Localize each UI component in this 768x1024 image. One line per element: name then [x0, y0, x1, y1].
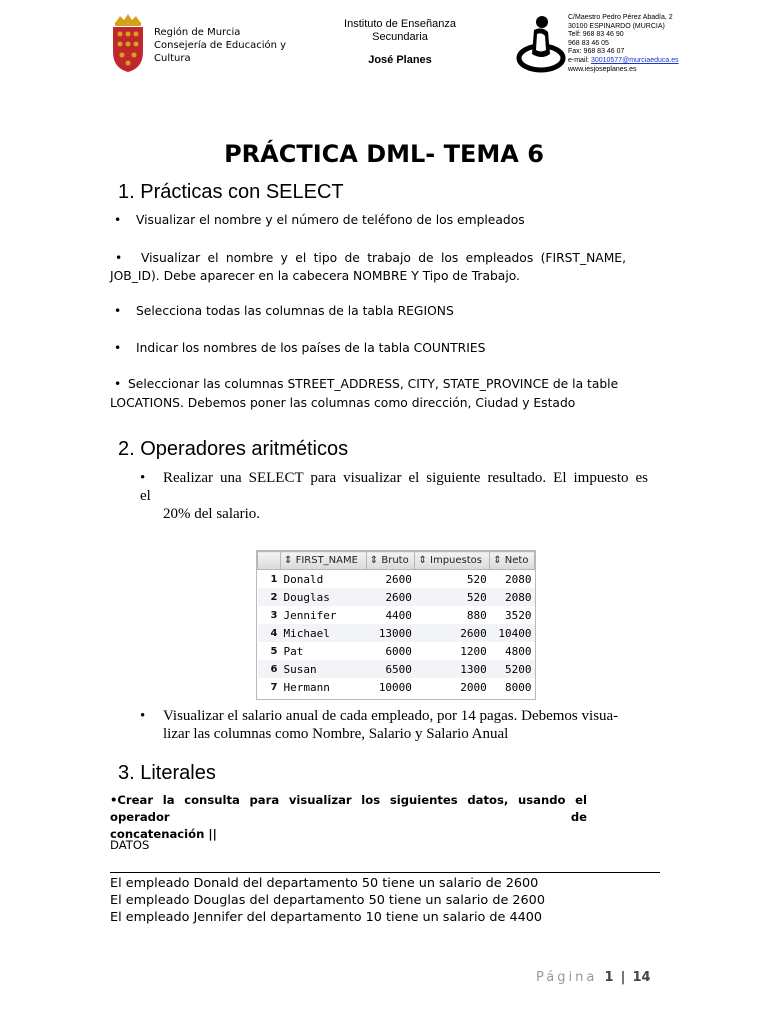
table-cell: Jennifer [283, 608, 337, 622]
item-text: Visualizar el nombre y el tipo de trabajo de los empleados (FIRST_NAME, [141, 251, 626, 265]
list-item [140, 707, 648, 743]
page-separator: | [620, 970, 626, 985]
list-item-continuation: LOCATIONS. Debemos poner las columnas como dirección, Ciudad y Estado [110, 396, 576, 410]
sort-icon: ⇕ [418, 555, 427, 566]
table-cell: 3520 [505, 608, 532, 622]
page-footer [536, 970, 651, 985]
item-text: Visualizar el salario anual de cada empleado, por 14 pagas. Debemos visua- [163, 708, 619, 724]
bullet: • [115, 251, 123, 265]
row-index: 4 [258, 624, 281, 642]
fax-line: Fax: 968 83 46 07 [568, 48, 625, 56]
table-row[interactable] [258, 660, 535, 678]
web-address: www.iesjoseplanes.es [568, 65, 637, 73]
table-cell: 13000 [366, 624, 415, 642]
column-header[interactable] [366, 552, 415, 570]
list-item [114, 302, 454, 321]
region-name [154, 26, 286, 65]
row-index: 1 [270, 573, 278, 585]
data-line: El empleado Douglas del departamento 50 tiene un salario de 2600 [110, 893, 545, 908]
table-row[interactable] [258, 624, 535, 642]
region-line: Consejería de Educación y [154, 40, 287, 51]
table-cell: Douglas [281, 588, 367, 606]
table-cell: 10400 [490, 624, 535, 642]
page-total: 14 [632, 970, 651, 985]
list-item-continuation: JOB_ID). Debe aparecer en la cabecera NOMBRE Y Tipo de Trabajo. [110, 269, 520, 283]
row-index: 7 [270, 681, 278, 693]
phone-line: Telf: 968 83 46 90 [568, 31, 624, 39]
table-corner [258, 552, 281, 570]
bullet: • [140, 470, 146, 486]
table-cell: 4400 [385, 608, 412, 622]
table-row[interactable] [258, 570, 535, 589]
table-cell: Donald [283, 572, 324, 586]
item-text: Realizar una SELECT para visualizar el siguiente resultado. El impuesto es [163, 470, 648, 486]
page-number: 1 [604, 970, 614, 985]
result-table [256, 550, 536, 700]
address-line: 30100 ESPINARDO (MURCIA) [568, 22, 665, 30]
sort-icon: ⇕ [493, 555, 502, 566]
item-text: Selecciona todas las columnas de la tabla REGIONS [136, 304, 454, 318]
list-item [110, 792, 587, 843]
school-logo [516, 12, 566, 74]
table-cell: Susan [281, 660, 367, 678]
table-cell: 2600 [366, 588, 415, 606]
row-index: 6 [258, 660, 281, 678]
address-line: C/Maestro Pedro Pérez Abadía, 2 [568, 14, 673, 21]
section-heading: 1. Prácticas con SELECT [118, 181, 344, 203]
bullet: • [114, 213, 122, 227]
list-item [114, 375, 618, 394]
page-title: PRÁCTICA DML- TEMA 6 [224, 140, 544, 168]
institute-block [330, 18, 470, 67]
table-cell: 880 [466, 608, 487, 622]
institute-line: Instituto de Enseñanza [344, 18, 456, 30]
table-cell: 2080 [490, 588, 535, 606]
item-line: •Crear la consulta para visualizar los siguientes datos, usando el operador de [110, 793, 587, 824]
table-cell: 10000 [378, 680, 412, 694]
email-link[interactable]: 30010577@murciaeduca.es [590, 56, 679, 64]
list-item [110, 249, 626, 268]
bullet: • [114, 304, 122, 318]
item-text: Visualizar el nombre y el número de teléfono de los empleados [136, 213, 525, 227]
column-header[interactable] [490, 552, 535, 570]
item-line [140, 707, 648, 725]
table-cell: 4800 [505, 644, 532, 658]
bullet: • [140, 708, 146, 724]
item-text: Indicar los nombres de los países de la tabla COUNTRIES [136, 341, 486, 355]
sort-icon: ⇕ [369, 555, 379, 566]
table-cell: Pat [283, 644, 304, 658]
table-cell: 520 [415, 588, 490, 606]
table-cell: 1300 [415, 660, 490, 678]
table-row[interactable] [258, 642, 535, 660]
table-cell: 2600 [385, 572, 412, 586]
table-cell: 2000 [460, 680, 487, 694]
data-line: El empleado Donald del departamento 50 tiene un salario de 2600 [110, 876, 539, 891]
email-label: e-mail: [568, 56, 591, 64]
region-line: Región de Murcia [154, 27, 241, 38]
institute-name: José Planes [368, 54, 432, 66]
table-cell: 8000 [505, 680, 532, 694]
column-label: Impuestos [430, 555, 483, 566]
data-lines [110, 875, 545, 926]
table-cell: 6000 [385, 644, 412, 658]
divider [110, 872, 660, 873]
column-header[interactable] [415, 552, 490, 570]
region-coat-of-arms-logo [108, 12, 148, 74]
item-text: Seleccionar las columnas STREET_ADDRESS, CITY, STATE_PROVINCE de la table [128, 377, 619, 391]
table-cell: 5200 [490, 660, 535, 678]
table-row[interactable] [258, 678, 535, 696]
table-cell: 1200 [460, 644, 487, 658]
table-row[interactable] [258, 588, 535, 606]
section-heading: 3. Literales [118, 762, 216, 784]
column-label: Bruto [381, 555, 409, 566]
section-heading: 2. Operadores aritméticos [118, 438, 349, 460]
phone-line: 968 83 46 05 [568, 39, 609, 47]
list-item [140, 469, 648, 523]
data-line: El empleado Jennifer del departamento 10 tiene un salario de 4400 [110, 910, 543, 925]
column-header[interactable] [281, 552, 367, 570]
region-line: Cultura [154, 53, 191, 64]
bullet: • [114, 377, 122, 391]
table-cell: 2600 [415, 624, 490, 642]
row-index: 3 [270, 609, 278, 621]
item-line: lizar las columnas como Nombre, Salario y Salario Anual [163, 726, 509, 742]
email-line [568, 57, 679, 66]
table-cell: 6500 [366, 660, 415, 678]
table-cell: 520 [466, 572, 487, 586]
institute-line: Secundaria [372, 31, 428, 43]
item-line: el [140, 488, 151, 504]
row-index: 5 [270, 645, 278, 657]
table-cell: Michael [281, 624, 367, 642]
item-line [140, 469, 648, 487]
item-line: 20% del salario. [163, 506, 261, 522]
sort-icon: ⇕ [284, 555, 293, 566]
datos-label: DATOS [110, 838, 150, 852]
row-index: 2 [258, 588, 281, 606]
column-label: FIRST_NAME [295, 555, 358, 566]
item-line: concatenación || [110, 827, 217, 841]
table-cell: Hermann [283, 680, 330, 694]
table-row[interactable] [258, 606, 535, 624]
column-label: Neto [504, 555, 529, 566]
bullet: • [114, 341, 122, 355]
list-item [114, 339, 485, 358]
page-label: Página [536, 970, 598, 985]
address-block [568, 14, 679, 74]
list-item [114, 211, 525, 230]
table-cell: 2080 [505, 572, 532, 586]
